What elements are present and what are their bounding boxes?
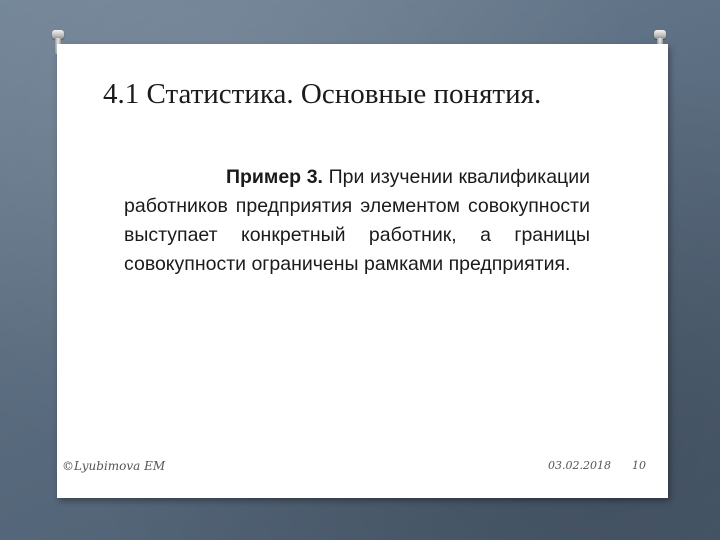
slide-title: 4.1 Статистика. Основные понятия. [103,78,542,110]
footer-author: ©Lyubimova EM [62,459,166,473]
footer-date: 03.02.2018 [548,459,611,472]
slide-body-text [124,163,590,279]
example-label: Пример 3. [226,166,323,188]
footer-page-number: 10 [632,459,646,472]
example-text: При изучении квалификации работников предприятия элементом совокупности выступает конкретный работник, а границы совокупности ограничены рамками предприятия. [124,166,590,275]
